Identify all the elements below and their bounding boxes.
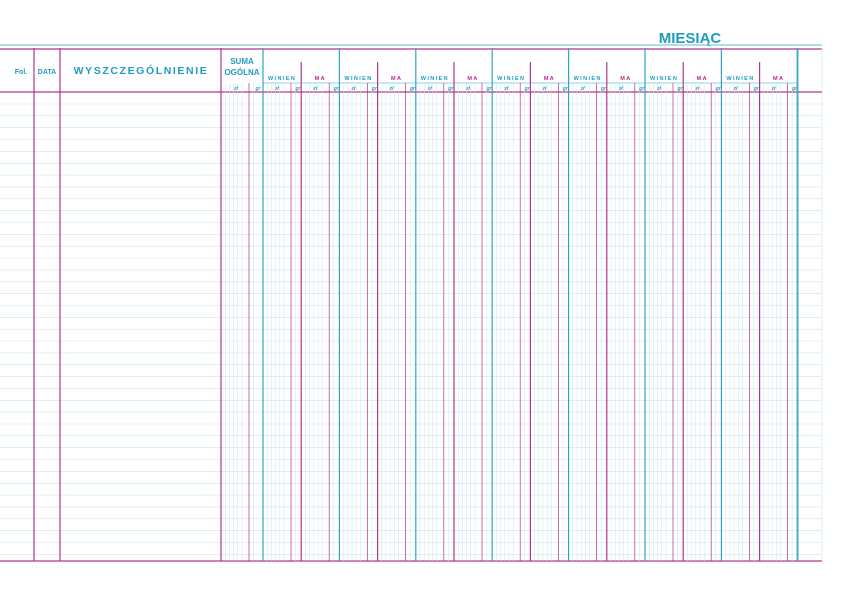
header-ogolna: OGÓLNA [224, 68, 260, 77]
unit-gr-label: gr [255, 86, 261, 92]
header-data: DATA [37, 69, 57, 76]
header-suma: SUMA [230, 57, 254, 66]
winien-label: WINIEN [267, 76, 297, 82]
unit-gr-label: gr [410, 86, 416, 92]
winien-label: WINIEN [344, 76, 373, 82]
unit-gr-label: gr [562, 86, 568, 92]
ma-label: MA [543, 76, 556, 82]
unit-zl-label: zł [234, 86, 238, 92]
unit-zl-label: zł [733, 86, 738, 92]
ma-label: MA [467, 76, 479, 82]
unit-zl-label: zł [313, 86, 318, 92]
unit-gr-label: gr [486, 86, 492, 92]
unit-zl-label: zł [618, 86, 623, 92]
unit-zl-label: zł [275, 86, 279, 92]
unit-zl-label: zł [695, 86, 700, 92]
unit-gr-label: gr [753, 86, 759, 92]
unit-gr-label: gr [792, 86, 798, 92]
ma-label: MA [391, 76, 403, 82]
unit-zl-label: zł [389, 86, 394, 92]
unit-gr-label: gr [371, 86, 377, 92]
winien-label: WINIEN [420, 76, 450, 82]
unit-zl-label: zł [657, 86, 661, 92]
unit-zl-label: zł [427, 86, 432, 92]
unit-gr-label: gr [639, 86, 645, 92]
unit-gr-label: gr [715, 86, 721, 92]
header-fol: Fol. [14, 69, 28, 76]
ma-label: MA [696, 76, 708, 82]
account-group-headers [268, 76, 784, 82]
unit-gr-label: gr [601, 86, 607, 92]
ledger-grid [0, 45, 822, 561]
winien-label: WINIEN [649, 76, 679, 82]
header-wyszczegolnienie: WYSZCZEGÓLNIENIE [73, 65, 209, 77]
unit-zl-label: zł [771, 86, 776, 92]
unit-gr-label: gr [333, 86, 339, 92]
ma-label: MA [620, 76, 632, 82]
unit-gr-label: gr [524, 86, 530, 92]
unit-gr-label: gr [448, 86, 454, 92]
unit-zl-label: zł [504, 86, 509, 92]
unit-zl-label: zł [580, 86, 585, 92]
unit-zl-label: zł [542, 86, 547, 92]
unit-gr-label: gr [295, 86, 301, 92]
unit-zl-label: zł [351, 86, 356, 92]
winien-label: WINIEN [573, 76, 602, 82]
winien-label: WINIEN [726, 76, 755, 82]
month-title: MIESIĄC [658, 30, 722, 47]
unit-zl-label: zł [466, 86, 470, 92]
unit-gr-label: gr [677, 86, 683, 92]
ma-label: MA [314, 76, 326, 82]
winien-label: WINIEN [497, 76, 526, 82]
ma-label: MA [773, 76, 785, 82]
